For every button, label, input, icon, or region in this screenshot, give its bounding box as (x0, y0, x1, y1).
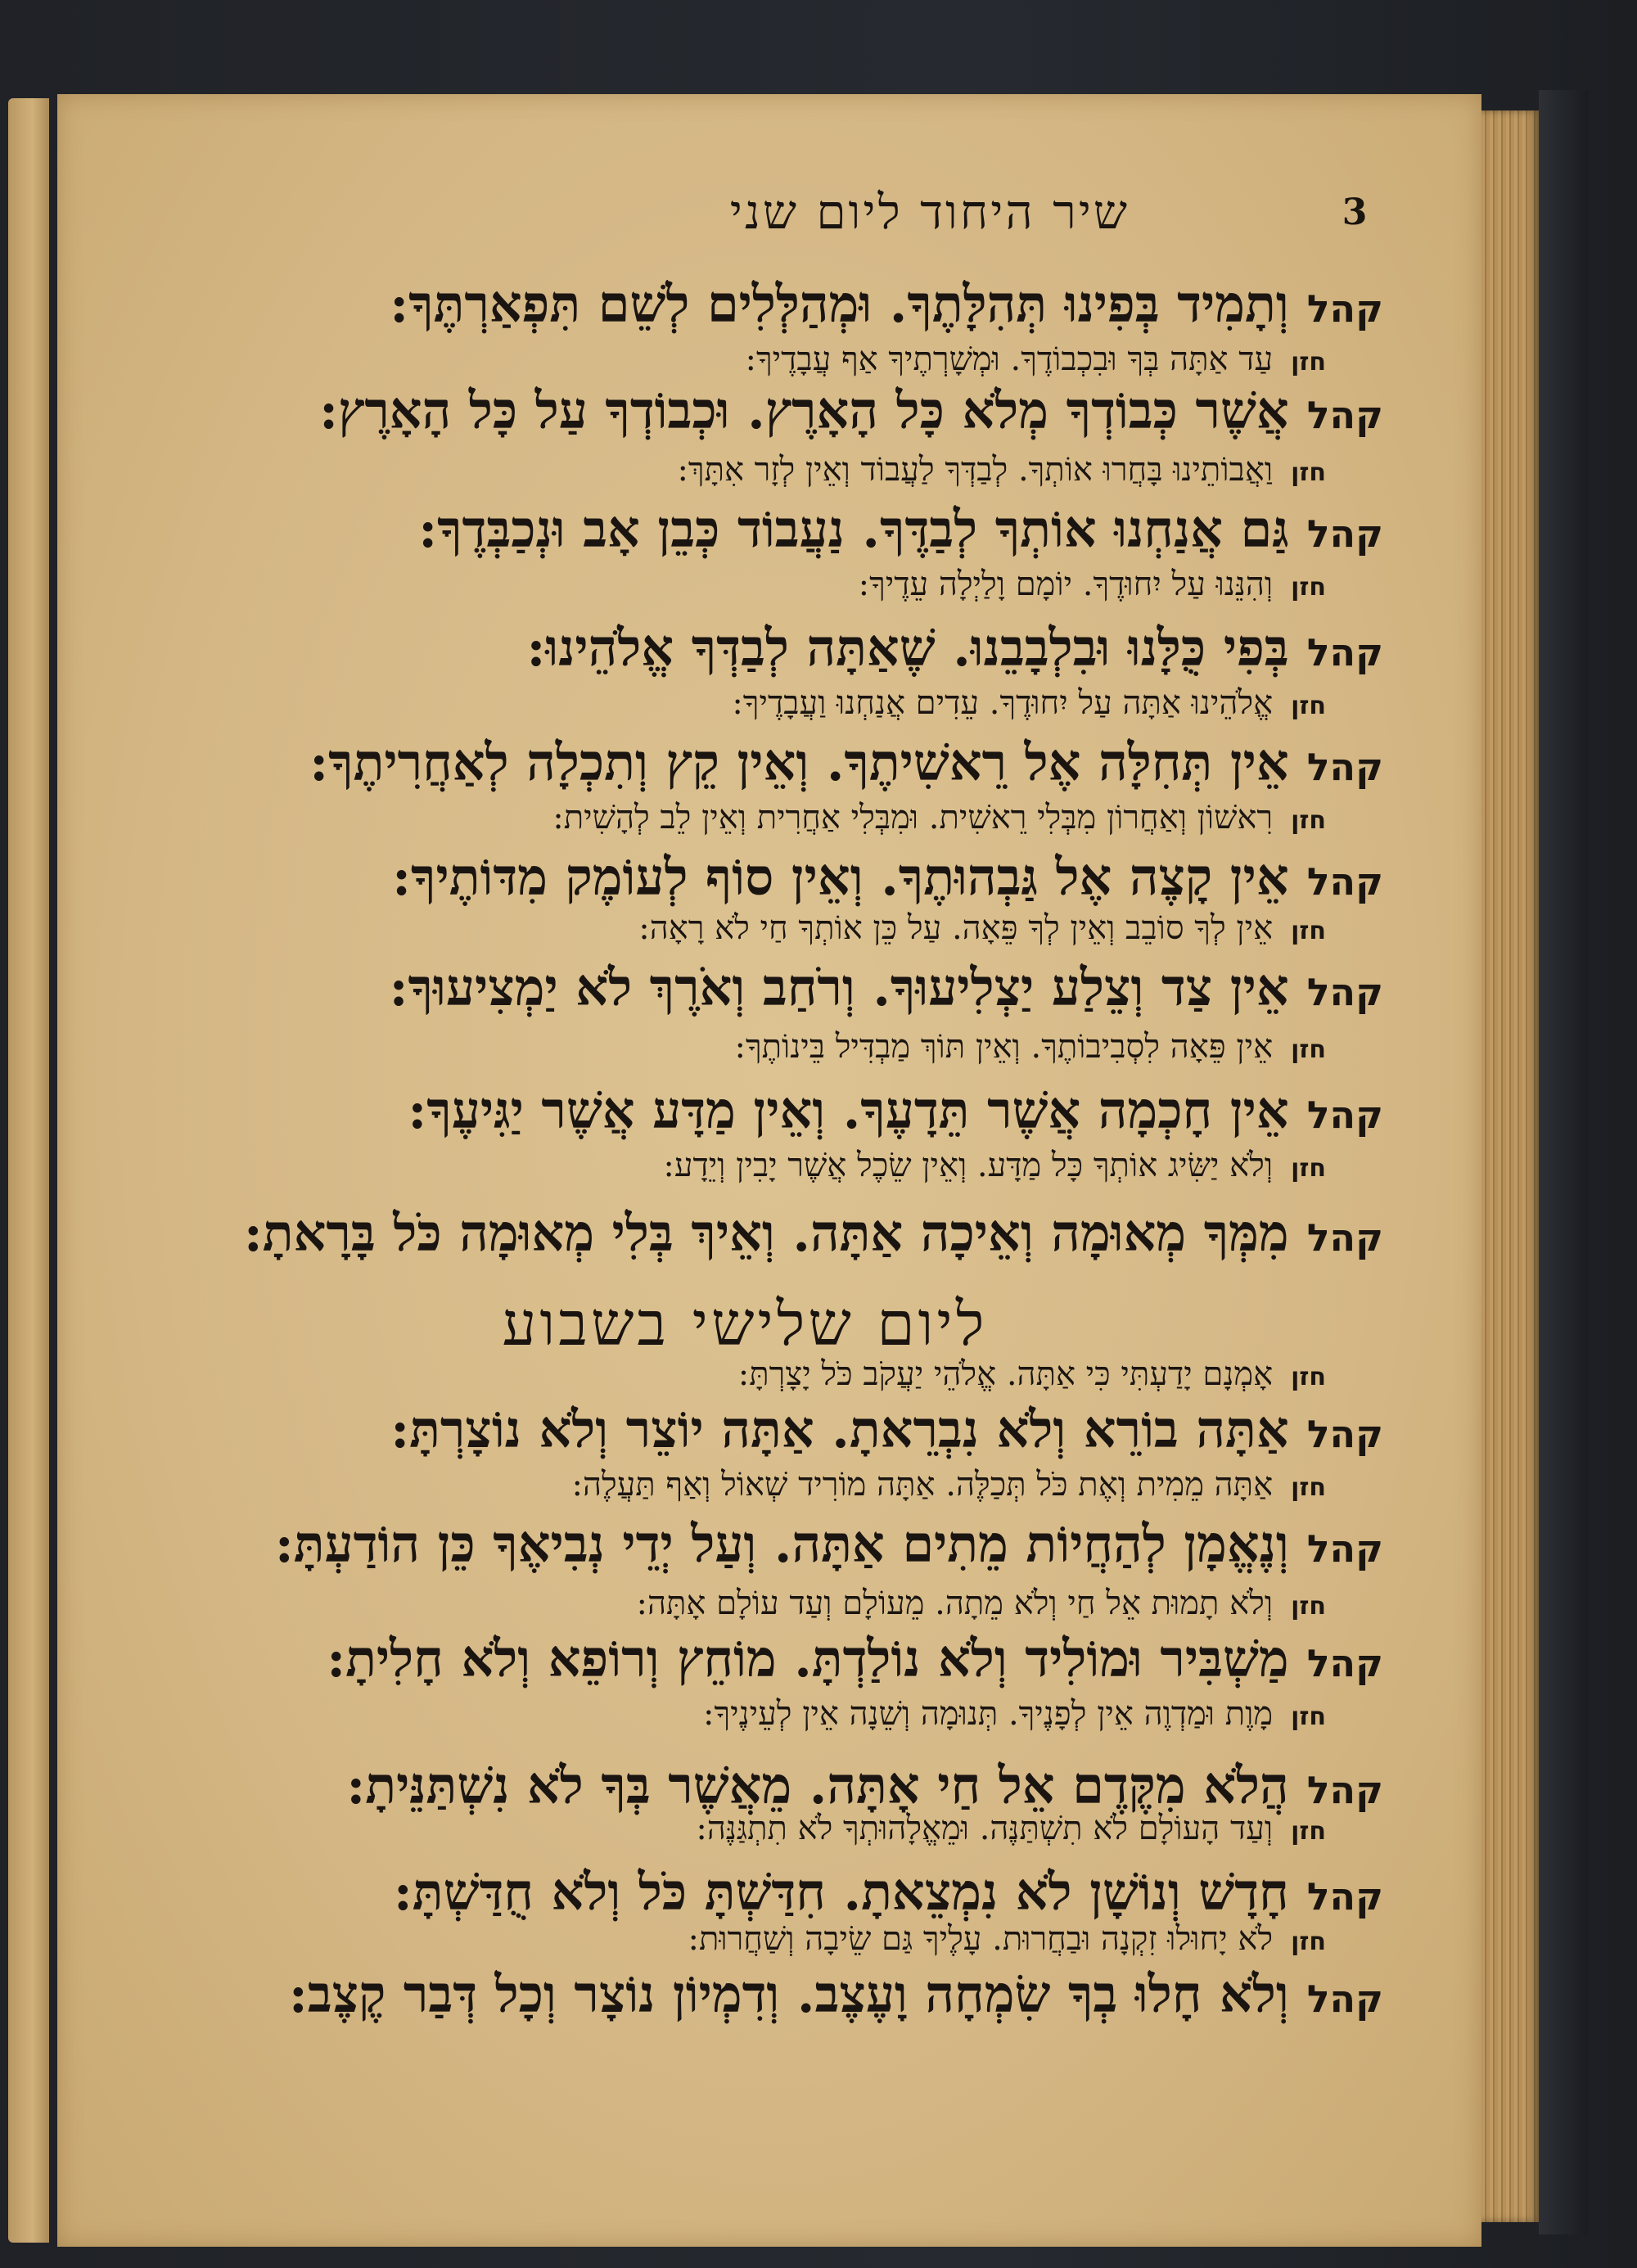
verse-text: אַתָּה בוֹרֵא וְלֹא נִבְרֵאתָ. אַתָּה יוֹצֵר וְלֹא נוֹצָרְתָּ: (390, 1400, 1289, 1459)
speaker-marker: קהל (1306, 1093, 1383, 1137)
verse-text: לֹא יָחוּלוּ זִקְנָה וּבַחֲרוּת. עָלֶיךָ גַּם שֵׂיבָה וְשַׁחֲרוּת: (688, 1920, 1274, 1958)
speaker-marker: קהל (1306, 745, 1383, 789)
page-title: שיר היחוד ליום שני (729, 184, 1130, 240)
speaker-marker: חזן (1291, 806, 1326, 835)
text-line (638, 909, 1383, 947)
text-line (394, 1862, 1383, 1923)
book-cover-edge (1539, 90, 1588, 2234)
speaker-marker: חזן (1291, 1592, 1326, 1621)
verse-text: וְתָמִיד בְּפִינוּ תְּהִלָּתֶךָ. וּמְהַלְּלִים לְשֵׁם תִּפְאַרְתֶּךָ: (390, 274, 1289, 334)
verse-text: אֵין תְּחִלָּה אֶל רֵאשִׁיתֶךָ. וְאֵין קֵץ וְתִכְלָה לְאַחֲרִיתֶךָ: (309, 733, 1289, 792)
previous-page-edge (8, 98, 49, 2243)
verse-text: מַשְׁבִּיר וּמוֹלִיד וְלֹא נוֹלַדְתָּ. מוֹחֵץ וְרוֹפֵא וְלֹא חָלִיתָ: (327, 1629, 1289, 1689)
section-heading: ליום שלישי בשבוע (502, 1289, 988, 1359)
verse-text: וְעַד הָעוֹלָם לֹא תִשְׁתַּנֶּה. וּמֵאֱלָהוּתְךָ לֹא תִתְגַּנֶּה: (696, 1810, 1274, 1847)
text-line (732, 683, 1383, 722)
verse-text: וַאֲבוֹתֵינוּ בָּחֲרוּ אוֹתְךָ. לְבַדְּךָ לַעֲבוֹד וְאֵין לְזָר אִתָּךְ: (677, 451, 1274, 489)
speaker-marker: קהל (1306, 393, 1383, 437)
speaker-marker: חזן (1291, 692, 1326, 720)
speaker-marker: קהל (1306, 859, 1383, 904)
text-line (745, 340, 1383, 378)
text-line (390, 274, 1383, 335)
verse-text: וְלֹא חָלוּ בְךָ שִׂמְחָה וָעֶצֶב. וְדִמְיוֹן נוֹצָר וְכָל דְּבַר קֶצֶב: (288, 1964, 1289, 2024)
verse-text: וְהִנֵּנוּ עַל יִחוּדֶךָ. יוֹמָם וָלַיְלָה עֵדֶיךָ: (858, 566, 1274, 603)
verse-text: וְלֹא תָמוּת אֵל חַי וְלֹא מֵתָה. מֵעוֹלָם וְעַד עוֹלָם אָתָּה: (636, 1585, 1274, 1622)
speaker-marker: קהל (1306, 630, 1383, 674)
text-line (408, 1080, 1383, 1141)
text-line (392, 847, 1383, 908)
text-line (663, 1146, 1383, 1184)
text-line (552, 798, 1383, 836)
verse-text: אֵין חָכְמָה אֲשֶׁר תֵּדָעֶךָ. וְאֵין מַדָּע אֲשֶׁר יַגִּיעֶךָ: (408, 1080, 1289, 1140)
speaker-marker: קהל (1306, 1768, 1383, 1812)
verse-text: רִאשׁוֹן וְאַחֲרוֹן מִבְּלִי רֵאשִׁית. וּמִבְּלִי אַחֲרִית וְאֵין לֵב לְהָשִׁית: (552, 799, 1274, 836)
text-line (289, 1964, 1383, 2025)
verse-text: חָדָשׁ וְנוֹשָׁן לֹא נִמְצֵאתָ. חִדַּשְׁתָּ כֹּל וְלֹא חֻדַּשְׁתָּ: (393, 1862, 1289, 1922)
speaker-marker: קהל (1306, 1874, 1383, 1919)
text-line (319, 381, 1383, 441)
text-line (275, 1514, 1383, 1575)
text-line (309, 733, 1383, 793)
speaker-marker: חזן (1291, 1035, 1326, 1064)
verse-text: גַּם אֲנַחְנוּ אוֹתְךָ לְבַדֶּךָ. נַעֲבוֹד כְּבֵן אָב וּנְכַבְּדֶךָ: (418, 499, 1289, 559)
speaker-marker: חזן (1291, 348, 1326, 376)
speaker-marker: קהל (1306, 970, 1383, 1014)
speaker-marker: קהל (1306, 512, 1383, 556)
speaker-marker: קהל (1306, 1526, 1383, 1571)
speaker-marker: קהל (1306, 1412, 1383, 1456)
verse-text: וְנֶאֱמָן לְהַחֲיוֹת מֵתִים אַתָּה. וְעַל יְדֵי נְבִיאֶךָ כֵּן הוֹדַעְתָּ: (274, 1514, 1289, 1574)
verse-text: אָמְנָם יָדַעְתִּי כִּי אַתָּה. אֱלֹהֵי יַעֲקֹב כֹּל יָצָרְתָּ: (737, 1355, 1274, 1393)
speaker-marker: חזן (1291, 917, 1326, 945)
speaker-marker: חזן (1291, 1363, 1326, 1391)
verse-text: מִמְּךָ מְאוּמָה וְאֵיכָה אַתָּה. וְאֵיךְ בְּלִי מְאוּמָה כֹּל בָּרָאתָ: (243, 1203, 1289, 1263)
text-line (526, 618, 1383, 679)
text-line (346, 1756, 1383, 1816)
speaker-marker: חזן (1291, 1817, 1326, 1846)
verse-text: וְלֹא יַשִּׂיג אוֹתְךָ כָּל מַדָּע. וְאֵין שֵׂכֶל אֲשֶׁר יָבִין וְיֵדָע: (663, 1147, 1274, 1184)
text-line (734, 1027, 1383, 1066)
text-line (390, 1400, 1383, 1460)
text-line (703, 1694, 1383, 1733)
text-line (327, 1629, 1383, 1689)
verse-text: אֵין צַד וְצֵלַע יַצְלִיעוּךָ. וְרֹחַב וְאֹרֶךְ לֹא יַמְצִיעוּךָ: (389, 958, 1289, 1017)
text-line (696, 1809, 1383, 1847)
text-line (244, 1203, 1383, 1264)
text-line (637, 1584, 1383, 1622)
speaker-marker: קהל (1306, 1977, 1383, 2021)
verse-text: אֱלֹהֵינוּ אַתָּה עַל יִחוּדֶךָ. עֵדִים אֲנַחְנוּ וַעֲבָדֶיךָ: (732, 684, 1274, 722)
verse-text: הֲלֹא מִקֶּדֶם אֵל חַי אָתָּה. מֵאֲשֶׁר בְּךָ לֹא נִשְׁתַּנֵּיתָ: (346, 1756, 1289, 1815)
speaker-marker: חזן (1291, 573, 1326, 602)
verse-text: אֵין פֵּאָה לִסְבִיבוֹתֶךָ. וְאֵין תּוֹךְ מַבְדִּיל בֵּינוֹתֶךָ: (734, 1028, 1274, 1066)
speaker-marker: חזן (1291, 1154, 1326, 1183)
speaker-marker: חזן (1291, 1928, 1326, 1956)
speaker-marker: קהל (1306, 1641, 1383, 1685)
speaker-marker: חזן (1291, 1702, 1326, 1731)
speaker-marker: קהל (1306, 1215, 1383, 1260)
verse-text: אֵין לְךָ סוֹבֵב וְאֵין לְךָ פֵּאָה. עַל כֵּן אוֹתְךָ חַי לֹא רָאָה: (638, 909, 1274, 947)
page-number: 3 (1342, 192, 1368, 233)
text-line (418, 499, 1383, 560)
page-header (106, 184, 1383, 250)
speaker-marker: קהל (1306, 286, 1383, 331)
verse-text: אֵין קָצֶה אֶל גַּבְהוּתֶךָ. וְאֵין סוֹף לְעוֹמֶק מִדּוֹתֶיךָ: (392, 847, 1289, 907)
verse-text: אֲשֶׁר כְּבוֹדְךָ מְלֹא כָּל הָאָרֶץ. וּכְבוֹדְךָ עַל כָּל הָאָרֶץ: (319, 381, 1289, 440)
text-line (390, 958, 1383, 1018)
text-line (738, 1355, 1383, 1393)
verse-text: אַתָּה מֵמִית וְאֶת כֹּל תְּכַלֶּה. אַתָּה מוֹרִיד שְׁאוֹל וְאַף תַּעֲלֶה: (571, 1466, 1274, 1504)
speaker-marker: חזן (1291, 458, 1326, 487)
page-stack-edge (1481, 110, 1539, 2222)
verse-text: עַד אַתָּה בְּךָ וּבִכְבוֹדֶךָ. וּמְשָׁרְתֶיךָ אַף עֲבָדֶיךָ: (745, 340, 1274, 378)
text-line (571, 1465, 1383, 1504)
text-line (677, 450, 1383, 489)
speaker-marker: חזן (1291, 1473, 1326, 1502)
verse-text: בְּפִי כֻּלָּנוּ וּבִלְבָבֵנוּ. שֶׁאַתָּה לְבַדְּךָ אֱלֹהֵינוּ: (526, 618, 1289, 678)
text-line (688, 1919, 1383, 1958)
text-line (859, 565, 1383, 603)
verse-text: מָוֶת וּמַדְוֶה אֵין לְפָנֶיךָ. תְּנוּמָה וְשֵׁנָה אֵין לְעֵינֶיךָ: (703, 1695, 1274, 1733)
